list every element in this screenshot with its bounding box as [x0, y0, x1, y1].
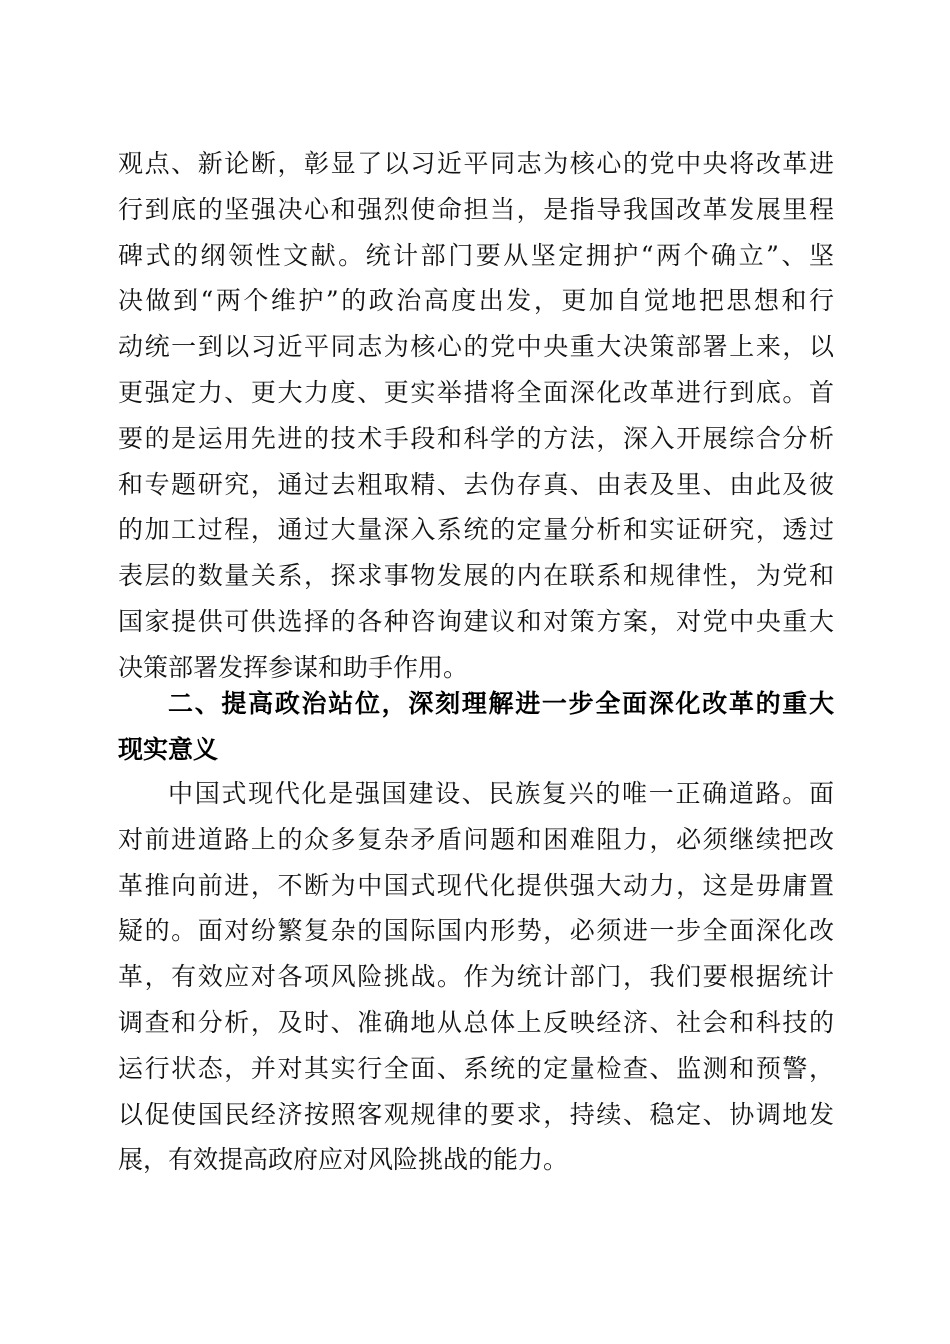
paragraph-line: 以促使国民经济按照客观规律的要求，持续、稳定、协调地发 [118, 1099, 834, 1129]
section-heading-2 [118, 681, 834, 773]
heading-line: 二、提高政治站位，深刻理解进一步全面深化改革的重大 [168, 689, 834, 718]
paragraph-line: 决做到“两个维护”的政治高度出发，更加自觉地把思想和行 [118, 286, 834, 316]
paragraph-line: 对前进道路上的众多复杂矛盾问题和困难阻力，必须继续把改 [118, 824, 834, 854]
paragraph-line: 和专题研究，通过去粗取精、去伪存真、由表及里、由此及彼 [118, 469, 834, 499]
paragraph-line: 决策部署发挥参谋和助手作用。 [118, 652, 469, 682]
body-paragraph-2 [118, 771, 834, 1183]
paragraph-line: 观点、新论断，彰显了以习近平同志为核心的党中央将改革进 [118, 149, 834, 178]
paragraph-line: 运行状态，并对其实行全面、系统的定量检查、监测和预警， [118, 1053, 834, 1083]
paragraph-line: 革推向前进，不断为中国式现代化提供强大动力，这是毋庸置 [118, 870, 834, 900]
paragraph-line: 动统一到以习近平同志为核心的党中央重大决策部署上来，以 [118, 332, 834, 362]
paragraph-line: 表层的数量关系，探求事物发展的内在联系和规律性，为党和 [118, 561, 834, 591]
paragraph-line: 更强定力、更大力度、更实举措将全面深化改革进行到底。首 [118, 377, 834, 407]
paragraph-line: 的加工过程，通过大量深入系统的定量分析和实证研究，透过 [118, 515, 834, 545]
body-paragraph-1 [118, 141, 834, 691]
paragraph-line: 革，有效应对各项风险挑战。作为统计部门，我们要根据统计 [118, 962, 834, 992]
paragraph-line: 要的是运用先进的技术手段和科学的方法，深入开展综合分析 [118, 423, 834, 453]
paragraph-line: 碑式的纲领性文献。统计部门要从坚定拥护“两个确立”、坚 [118, 240, 834, 270]
paragraph-line: 国家提供可供选择的各种咨询建议和对策方案，对党中央重大 [118, 606, 834, 636]
paragraph-line: 调查和分析，及时、准确地从总体上反映经济、社会和科技的 [118, 1007, 834, 1037]
heading-line: 现实意义 [118, 734, 219, 764]
paragraph-line: 展，有效提高政府应对风险挑战的能力。 [118, 1145, 569, 1175]
paragraph-line: 疑的。面对纷繁复杂的国际国内形势，必须进一步全面深化改 [118, 916, 834, 946]
paragraph-line: 行到底的坚强决心和强烈使命担当，是指导我国改革发展里程 [118, 194, 834, 224]
paragraph-line: 中国式现代化是强国建设、民族复兴的唯一正确道路。面 [168, 779, 834, 808]
